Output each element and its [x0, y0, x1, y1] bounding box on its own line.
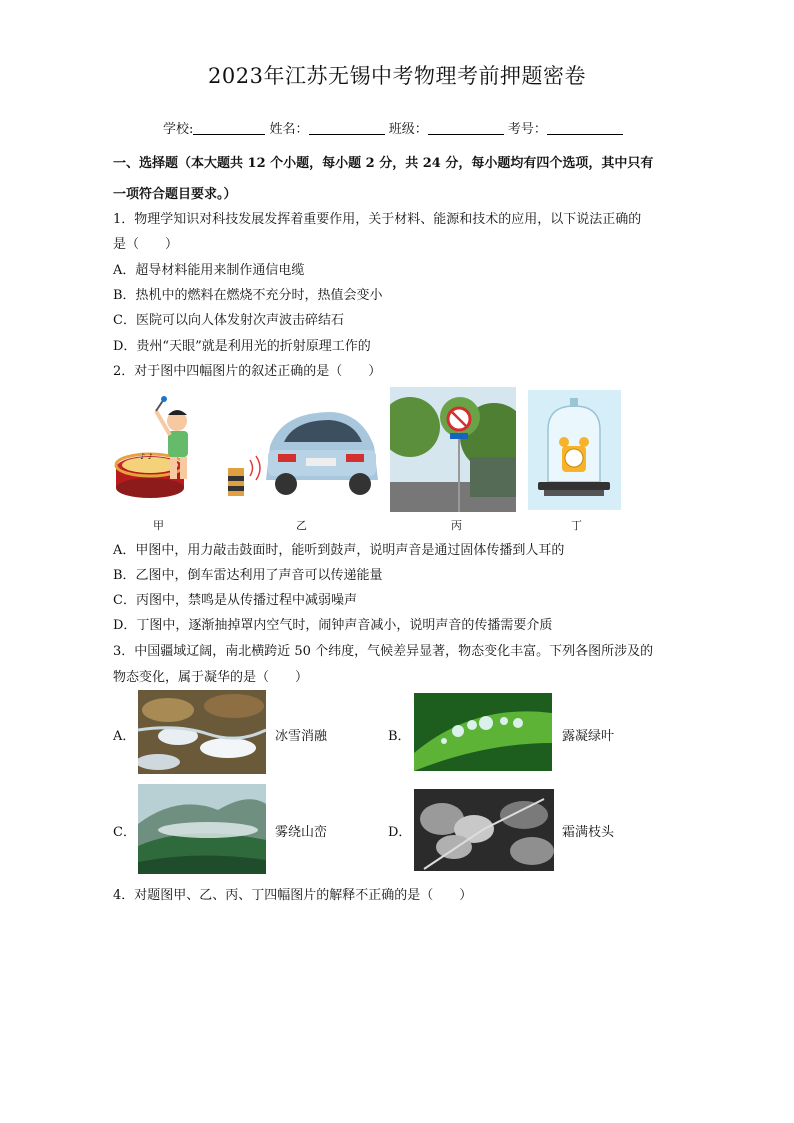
q3-option-b-letter: B． [388, 729, 411, 744]
q3-stem-line1: 3．中国疆域辽阔，南北横跨近 50 个纬度，气候差异显著，物态变化丰富。下列各图所涉及的 [113, 644, 654, 659]
section-heading-line2: 一项符合题目要求。） [113, 187, 237, 202]
q3-photo-frost-branch [414, 789, 554, 871]
exam-number-blank[interactable] [547, 120, 623, 135]
page-title: 2023年江苏无锡中考物理考前押题密卷 [208, 64, 586, 88]
q3-option-b-label: 露凝绿叶 [562, 729, 615, 744]
q2-option-c: C．丙图中，禁鸣是从传播过程中减弱噪声 [113, 593, 357, 608]
student-info-row [163, 118, 623, 137]
q1-stem-line1: 1．物理学知识对科技发展发挥着重要作用，关于材料、能源和技术的应用，以下说法正确的 [113, 212, 642, 227]
figure-bing-no-horn-sign [390, 387, 516, 512]
q3-stem-line2: 物态变化，属于凝华的是（ ） [113, 670, 309, 685]
caption-bing: 丙 [451, 519, 462, 532]
q2-option-b: B．乙图中，倒车雷达利用了声音可以传递能量 [113, 568, 383, 583]
caption-jia: 甲 [153, 519, 164, 532]
q3-photo-fog-mountains [138, 784, 266, 874]
q1-option-d: D．贵州“天眼”就是利用光的折射原理工作的 [113, 339, 371, 354]
q3-option-c-label: 雾绕山峦 [275, 825, 328, 840]
q2-stem: 2．对于图中四幅图片的叙述正确的是（ ） [113, 364, 382, 379]
class-blank[interactable] [428, 120, 504, 135]
figure-jia-drum [112, 393, 212, 503]
class-label: 班级： [388, 122, 428, 137]
q1-stem-line2: 是（ ） [113, 237, 179, 252]
q3-option-c-letter: C． [113, 825, 136, 840]
q2-option-d: D．丁图中，逐渐抽掉罩内空气时，闹钟声音减小，说明声音的传播需要介质 [113, 618, 553, 633]
q3-option-a-label: 冰雪消融 [275, 729, 328, 744]
q2-option-a: A．甲图中，用力敲击鼓面时，能听到鼓声，说明声音是通过固体传播到人耳的 [113, 543, 565, 558]
section-heading-line1: 一、选择题（本大题共 12 个小题，每小题 2 分，共 24 分，每小题均有四个选项，其中只有 [113, 156, 654, 171]
q3-option-d-label: 霜满枝头 [562, 825, 615, 840]
figure-ding-bell-jar [528, 390, 621, 510]
q3-option-d-letter: D． [388, 825, 412, 840]
q3-option-a-letter: A． [113, 729, 136, 744]
q1-option-c: C．医院可以向人体发射次声波击碎结石 [113, 313, 344, 328]
school-blank[interactable] [193, 120, 265, 135]
name-label: 姓名： [269, 122, 309, 137]
q3-photo-melting-snow [138, 690, 266, 774]
caption-ding: 丁 [571, 519, 582, 532]
school-label: 学校: [163, 122, 194, 137]
q3-photo-dew-leaf [414, 693, 552, 771]
q1-option-a: A．超导材料能用来制作通信电缆 [113, 263, 305, 278]
q4-stem: 4．对题图甲、乙、丙、丁四幅图片的解释不正确的是（ ） [113, 888, 473, 903]
figure-yi-car [222, 406, 382, 502]
svg-text:♪ ♪: ♪ ♪ [140, 452, 153, 461]
q1-option-b: B．热机中的燃料在燃烧不充分时，热值会变小 [113, 288, 383, 303]
exam-number-label: 考号： [507, 122, 547, 137]
name-blank[interactable] [309, 120, 385, 135]
caption-yi: 乙 [296, 519, 307, 532]
